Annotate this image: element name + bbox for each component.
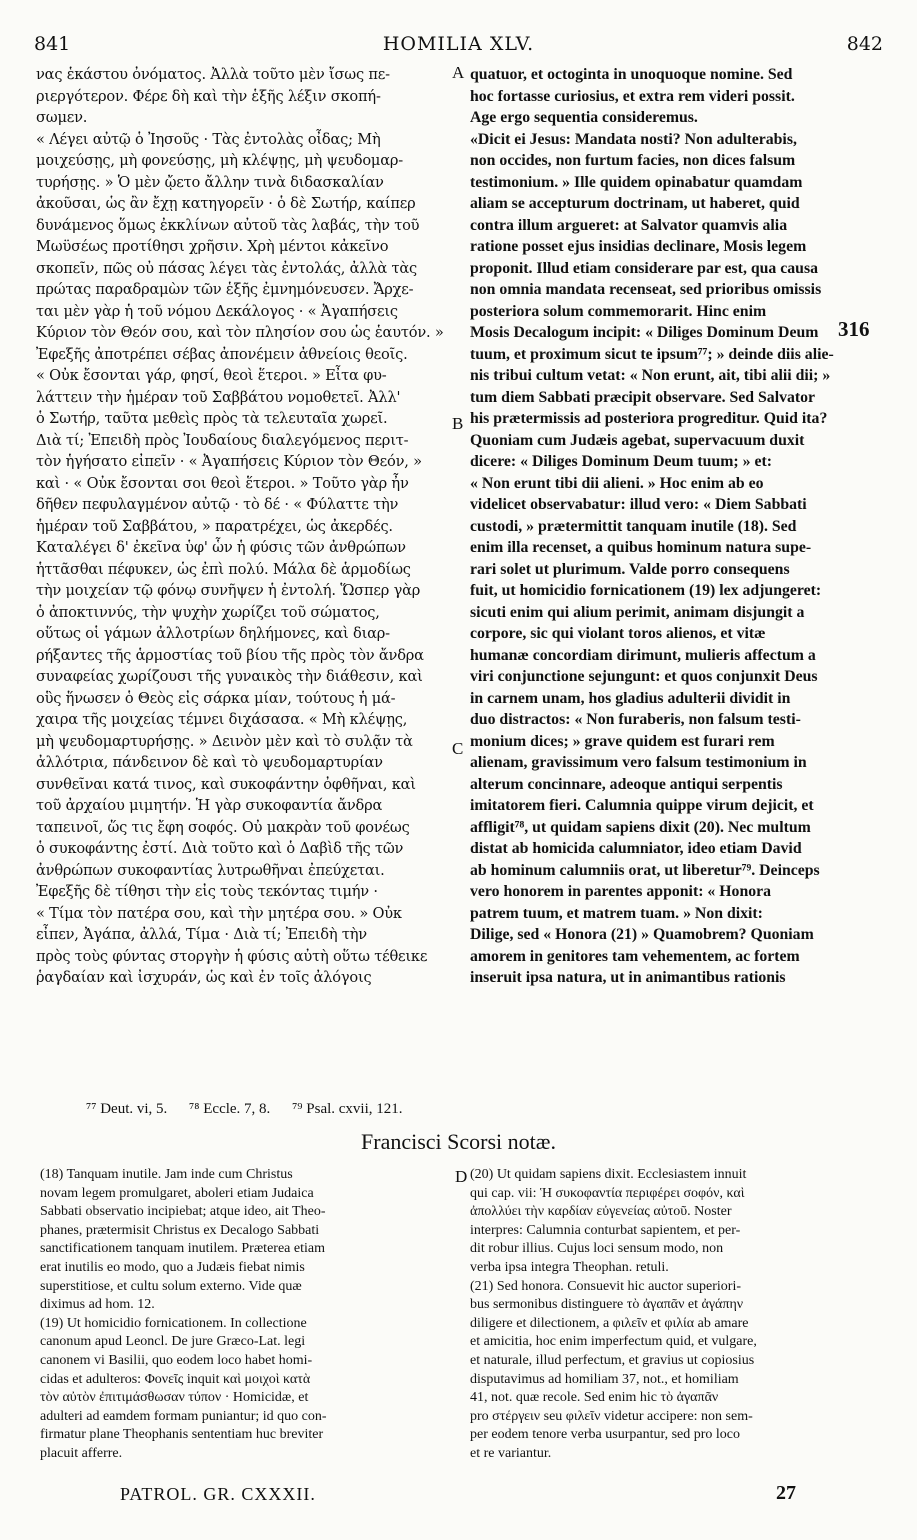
- greek-text-line: ὁ Σωτήρ, ταῦτα μεθεὶς πρὸς τὰ τελευταῖα χωρεῖ.: [36, 410, 388, 427]
- note-line: phanes, prætermisit Christus ex Decalogo Sabbati: [40, 1222, 320, 1238]
- latin-text-line: contra illum argueret: at Salvator quamvis alia: [470, 216, 788, 234]
- greek-text-line: Ἐφεξῆς ἀποτρέπει σέβας ἀπονέμειν ἀθνείοις θεοῖς.: [36, 345, 408, 363]
- note-line: pro στέργειν seu φιλεῖν videtur accipere: non sem-: [470, 1408, 753, 1424]
- column-number: 316: [838, 317, 870, 341]
- margin-letter-b: B: [452, 414, 464, 433]
- latin-text-line: Quoniam cum Judæis agebat, supervacuum duxit: [470, 431, 805, 449]
- note-line: sanctificationem tanquam inutilem. Præterea etiam: [40, 1241, 325, 1257]
- note-line: bus sermonibus distinguere τὸ ἀγαπᾶν et ἀγάπην: [470, 1297, 744, 1313]
- note-line: (21) Sed honora. Consuevit hic auctor superiori-: [470, 1278, 741, 1294]
- margin-letter-c: C: [452, 739, 464, 758]
- latin-text-line: duo distractos: « Non furaberis, non falsum testi-: [470, 711, 801, 728]
- volume-signature: PATROL. GR. CXXXII.: [120, 1484, 316, 1504]
- greek-text-line: Ἐφεξῆς δὲ τίθησι τὴν εἰς τοὺς τεκόντας τιμήν ·: [36, 883, 378, 900]
- greek-text-line: ἡμέραν τοῦ Σαββάτου, » παρατρέχει, ὡς ἀκερδές.: [36, 517, 393, 535]
- greek-text-line: καὶ · « Οὐκ ἔσονται σοι θεοὶ ἕτεροι. » Τοῦτο γὰρ ἦν: [36, 474, 409, 492]
- greek-text-line: μοιχεύσῃς, μὴ φονεύσῃς, μὴ κλέψῃς, μὴ ψευδομαρ-: [36, 152, 403, 169]
- note-line: qui cap. vii: Ἡ συκοφαντία περιφέρει σοφόν, καὶ: [470, 1185, 745, 1201]
- latin-text-line: custodi, » prætermittit tanquam inutile (18). Sed: [470, 517, 797, 535]
- latin-text-line: proponit. Illud etiam considerare par est, qua causa: [470, 259, 819, 277]
- latin-text-line: «Dicit ei Jesus: Mandata nosti? Non adulterabis,: [470, 130, 797, 148]
- note-line: canonum apud Leoncl. De jure Græco-Lat. legi: [40, 1334, 306, 1350]
- greek-text-line: ἀκοῦσαι, ὡς ἂν ἔχῃ κατηγορεῖν · ὁ δὲ Σωτήρ, καίπερ: [36, 195, 416, 212]
- margin-letter-d: D: [455, 1167, 468, 1186]
- note-line: dit robur illius. Cujus loci sensum modo, non: [470, 1241, 724, 1257]
- latin-text-line: aliam se accepturum doctrinam, ut haberet, quid: [470, 195, 800, 212]
- latin-text-line: dicere: « Diliges Dominum Deum tuum; » et:: [470, 453, 772, 470]
- latin-text-line: patrem tuum, et matrem tuam. » Non dixit:: [470, 904, 763, 922]
- latin-text-line: « Non erunt tibi dii alieni. » Hoc enim ab eo: [470, 474, 764, 492]
- footnotes: [86, 1101, 421, 1118]
- latin-text-column: [470, 64, 880, 989]
- latin-text-line: posteriora solum commemorarit. Hinc enim: [470, 302, 767, 320]
- notes-left-column: [40, 1166, 445, 1464]
- note-line: (20) Ut quidam sapiens dixit. Ecclesiastem innuit: [470, 1167, 747, 1182]
- greek-text-line: Καταλέγει δ' ἐκεῖνα ὑφ' ὧν ἡ φύσις τῶν ἀνθρώπων: [36, 539, 406, 556]
- latin-text-line: humanæ concordiam dirimunt, mulieris affectum a: [470, 646, 816, 664]
- greek-text-line: ῥαγδαίαν καὶ ἰσχυράν, ὡς καὶ ἐν τοῖς ἀλόγοις: [36, 969, 372, 986]
- notes-heading: Francisci Scorsi notæ.: [361, 1129, 556, 1154]
- note-line: et amicitia, hoc enim imperfectum quid, et vulgare,: [470, 1334, 757, 1350]
- note-line: adulteri ad eamdem formam puniantur; id quo con-: [40, 1408, 327, 1424]
- greek-text-line: ἀνθρώπων συκοφαντίας λυτρωθῆναι ἐπεύχεται.: [36, 861, 385, 879]
- greek-text-line: Κύριον τὸν Θεόν σου, καὶ τὸν πλησίον σου ὡς ἑαυτόν. »: [36, 324, 444, 341]
- note-line: per eodem tenore verba usurpantur, sed pro loco: [470, 1427, 741, 1443]
- latin-text-line: distat ab homicida calumniator, ideo etiam David: [470, 840, 802, 857]
- greek-text-line: τὴν μοιχείαν τῷ φόνῳ συνῆψεν ἡ ἐντολή. Ὥσπερ γὰρ: [36, 582, 421, 599]
- greek-text-line: λάττειν τὴν ἡμέραν τοῦ Σαββάτου νομοθετεῖ. Ἀλλ': [36, 388, 401, 406]
- greek-text-line: δυνάμενος ὅμως ἐκκλίνων αὐτοῦ τὰς λαβάς, τὴν τοῦ: [36, 216, 420, 234]
- latin-text-line: affligit⁷⁸, ut quidam sapiens dixit (20). Nec multum: [470, 818, 811, 836]
- right-page-number: 842: [846, 33, 883, 55]
- note-line: interpres: Calumnia conturbat sapientem, et per-: [470, 1222, 741, 1238]
- latin-text-line: non omnia mandata recenseat, sed prioribus omissis: [470, 281, 822, 298]
- latin-text-line: Age ergo sequentia consideremus.: [470, 109, 698, 126]
- note-line: disputavimus ad homiliam 37, not., et homiliam: [470, 1371, 739, 1387]
- greek-text-line: πρώτας παραδραμὼν τῶν ἑξῆς ἐμνημόνευσεν. Ἄρχε-: [36, 281, 414, 298]
- latin-text-line: rari solet ut plurimum. Valde porro consequens: [470, 560, 790, 578]
- latin-text-line: sicuti enim qui alium perimit, animam disjungit a: [470, 603, 805, 621]
- margin-letter-a: A: [452, 63, 465, 82]
- latin-text-line: corpore, sic qui violant toros alienos, et vitæ: [470, 625, 766, 642]
- greek-text-line: τὸν ἡγήσατο εἰπεῖν · « Ἀγαπήσεις Κύριον τὸν Θεόν, »: [36, 453, 422, 470]
- notes-right-column: [470, 1166, 880, 1464]
- note-line: novam legem promulgaret, aboleri etiam Judaica: [40, 1185, 314, 1201]
- latin-text-line: imitatorem fieri. Calumnia quippe virum dejicit, et: [470, 797, 814, 814]
- latin-text-line: Mosis Decalogum incipit: « Diliges Dominum Deum: [470, 324, 819, 341]
- footnote-77: ⁷⁷ Deut. vi, 5.: [86, 1101, 168, 1117]
- latin-text-line: videlicet observabatur: illud vero: « Diem Sabbati: [470, 496, 807, 513]
- latin-text-line: ratione posset ejus insidias declinare, Mosis legem: [470, 238, 807, 255]
- greek-text-line: μὴ ψευδομαρτυρήσῃς. » Δεινὸν μὲν καὶ τὸ συλᾷν τὰ: [36, 732, 413, 750]
- latin-text-line: Dilige, sed « Honora (21) » Quamobrem? Quoniam: [470, 926, 814, 943]
- greek-text-line: νας ἑκάστου ὀνόματος. Ἀλλὰ τοῦτο μὲν ἴσως πε-: [36, 66, 390, 83]
- greek-text-line: ἀλλότρια, πάνδεινον δὲ καὶ τὸ ψευδομαρτυρίαν: [36, 754, 383, 771]
- greek-text-line: πρὸς τοὺς φύντας στοργὴν ἡ φύσις αὐτὴ οὕτω τέθεικε: [36, 947, 428, 965]
- greek-text-line: ταπεινοῖ, ὥς τις ἔφη σοφός. Οὐ μακρὰν τοῦ φονέως: [36, 818, 410, 836]
- note-line: (18) Tanquam inutile. Jam inde cum Christus: [40, 1167, 293, 1182]
- greek-text-line: « Τίμα τὸν πατέρα σου, καὶ τὴν μητέρα σου. » Οὐκ: [36, 904, 402, 922]
- note-line: firmatur plane Theophanis sententiam huc breviter: [40, 1427, 324, 1443]
- greek-text-column: [36, 64, 446, 989]
- note-line: verba ipsa integra Theophan. retuli.: [470, 1259, 669, 1275]
- latin-text-line: enim illa recenset, a quibus hominum natura supe-: [470, 539, 812, 556]
- latin-text-line: ab hominum calumniis orat, ut liberetur⁷⁹. Deinceps: [470, 861, 820, 879]
- latin-text-line: hoc fortasse curiosius, et extra rem videri possit.: [470, 87, 795, 105]
- greek-text-line: συνθεῖναι κατά τινος, καὶ συκοφάντην ὀφθῆναι, καὶ: [36, 775, 416, 793]
- latin-text-line: alterum concinnare, adeoque antiqui serpentis: [470, 775, 783, 793]
- latin-text-line: quatuor, et octoginta in unoquoque nomine. Sed: [470, 66, 793, 83]
- greek-text-line: οὓς ἥνωσεν ὁ Θεὸς εἰς σάρκα μίαν, τούτους ἡ μά-: [36, 689, 396, 707]
- latin-text-line: non occides, non furtum facies, non dices falsum: [470, 152, 796, 169]
- greek-text-line: ρήξαντες τῆς ἁρμοστίας τοῦ βίου τῆς πρὸς τὸν ἄνδρα: [36, 646, 424, 664]
- greek-text-line: τοῦ ἀρχαίου μιμητήν. Ἡ γὰρ συκοφαντία ἄνδρα: [36, 797, 383, 814]
- note-line: superstitiose, et cultu solum externo. Vide quæ: [40, 1278, 302, 1294]
- greek-text-line: οὕτως οἱ γάμων ἀλλοτρίων δηλήμονες, καὶ διαρ-: [36, 625, 390, 642]
- greek-text-line: Διὰ τί; Ἐπειδὴ πρὸς Ἰουδαίους διαλεγόμενος περιτ-: [36, 431, 409, 449]
- greek-text-line: σωμεν.: [36, 109, 88, 126]
- greek-text-line: σκοπεῖν, πῶς οὐ πάσας λέγει τὰς ἐντολάς, ἀλλὰ τὰς: [36, 259, 418, 277]
- note-line: Sabbati observatio incipiebat; atque ideo, ait Theo-: [40, 1204, 326, 1220]
- note-line: et naturale, illud perfectum, et gravius ut copiosius: [470, 1352, 755, 1368]
- note-line: ἀπολλύει τὴν καρδίαν εὐγενείας αὐτοῦ. Noster: [470, 1204, 732, 1220]
- greek-text-line: « Λέγει αὐτῷ ὁ Ἰησοῦς · Τὰς ἐντολὰς οἶδας; Μὴ: [36, 130, 381, 148]
- greek-text-line: εἶπεν, Ἀγάπα, ἀλλά, Τίμα · Διὰ τί; Ἐπειδὴ τὴν: [36, 926, 367, 943]
- latin-text-line: his prætermissis ad posteriora progreditur. Quid ita?: [470, 410, 828, 427]
- footnote-79: ⁷⁹ Psal. cxvii, 121.: [292, 1101, 403, 1117]
- latin-text-line: tuum, et proximum sicut te ipsum⁷⁷; » deinde diis alie-: [470, 345, 834, 363]
- note-line: canonem vi Basilii, quo eodem loco habet homi-: [40, 1352, 313, 1368]
- note-line: diligere et dilectionem, a φιλεῖν et φιλία ab amare: [470, 1315, 749, 1331]
- note-line: 41, not. quæ recole. Sed enim hic τὸ ἀγαπᾶν: [470, 1390, 719, 1406]
- footnote-78: ⁷⁸ Eccle. 7, 8.: [189, 1101, 271, 1117]
- latin-text-line: vero honorem in parentes apponit: « Honora: [470, 883, 772, 900]
- latin-text-line: testimonium. » Ille quidem opinabatur quamdam: [470, 173, 803, 191]
- greek-text-line: ἡττᾶσθαι πέφυκεν, ὡς ἐπὶ πολύ. Μάλα δὲ ἁρμοδίως: [36, 560, 411, 578]
- latin-text-line: fuit, ut homicidio fornicationem (19) lex adjungeret:: [470, 582, 822, 599]
- greek-text-line: συναφείας χωρίζουσι τῆς γυναικὸς τὴν διάθεσιν, καὶ: [36, 668, 423, 685]
- latin-text-line: amorem in genitores tam vehementem, ac fortem: [470, 947, 800, 965]
- greek-text-line: « Οὐκ ἔσονται γάρ, φησί, θεοὶ ἕτεροι. » Εἶτα φυ-: [36, 367, 387, 384]
- greek-text-line: ὁ ἀποκτιννύς, τὴν ψυχὴν χωρίζει τοῦ σώματος,: [36, 603, 380, 621]
- note-line: (19) Ut homicidio fornicationem. In collectione: [40, 1315, 307, 1331]
- greek-text-line: ὁ συκοφάντης ἐστί. Διὰ τοῦτο καὶ ὁ Δαβὶδ τῆς τῶν: [36, 840, 404, 857]
- gathering-number: 27: [776, 1482, 796, 1504]
- greek-text-line: τυρήσῃς. » Ὁ μὲν ᾤετο ἄλλην τινὰ διδασκαλίαν: [36, 173, 384, 191]
- note-line: erat inutilis eo modo, quo a Judæis fiebat nimis: [40, 1259, 305, 1275]
- note-line: τὸν αὐτὸν ἐπιτιμάσθωσαν τύπον · Homicidæ, et: [40, 1390, 309, 1406]
- latin-text-line: in carnem unam, hos gladius adulterii dividit in: [470, 689, 791, 707]
- latin-text-line: inseruit ipsa natura, ut in animantibus rationis: [470, 969, 786, 986]
- latin-text-line: alienam, gravissimum vero falsum testimonium in: [470, 754, 807, 771]
- latin-text-line: monium dices; » grave quidem est furari rem: [470, 732, 775, 750]
- latin-text-line: tum diem Sabbati præcipit observare. Sed Salvator: [470, 388, 816, 406]
- latin-text-line: viri conjunctione sejungunt: et quos conjunxit Deus: [470, 668, 818, 685]
- greek-text-line: δῆθεν πεφυλαγμένον αὐτῷ · τὸ δέ · « Φύλαττε τὴν: [36, 496, 399, 513]
- greek-text-line: ται μὲν γὰρ ἡ τοῦ νόμου Δεκάλογος · « Ἀγαπήσεις: [36, 302, 398, 320]
- greek-text-line: ριεργότερον. Φέρε δὴ καὶ τὴν ἑξῆς λέξιν σκοπή-: [36, 87, 381, 105]
- latin-text-line: nis tribui cultum vetat: « Non erunt, ait, tibi alii dii; »: [470, 367, 831, 384]
- note-line: diximus ad hom. 12.: [40, 1297, 155, 1313]
- left-page-number: 841: [34, 33, 71, 55]
- note-line: et re variantur.: [470, 1445, 552, 1461]
- greek-text-line: χαιρα τῆς μοιχείας τέμνει διχάσασα. « Μὴ κλέψῃς,: [36, 711, 408, 728]
- page-header: [34, 33, 883, 57]
- greek-text-line: Μωϋσέως προτίθησι χρῆσιν. Χρὴ μέντοι κἀκεῖνο: [36, 238, 389, 255]
- note-line: cidas et adulteros: Φονεῖς inquit καὶ μοιχοὶ κατὰ: [40, 1371, 311, 1387]
- running-title: HOMILIA XLV.: [382, 33, 535, 55]
- note-line: placuit afferre.: [40, 1445, 123, 1461]
